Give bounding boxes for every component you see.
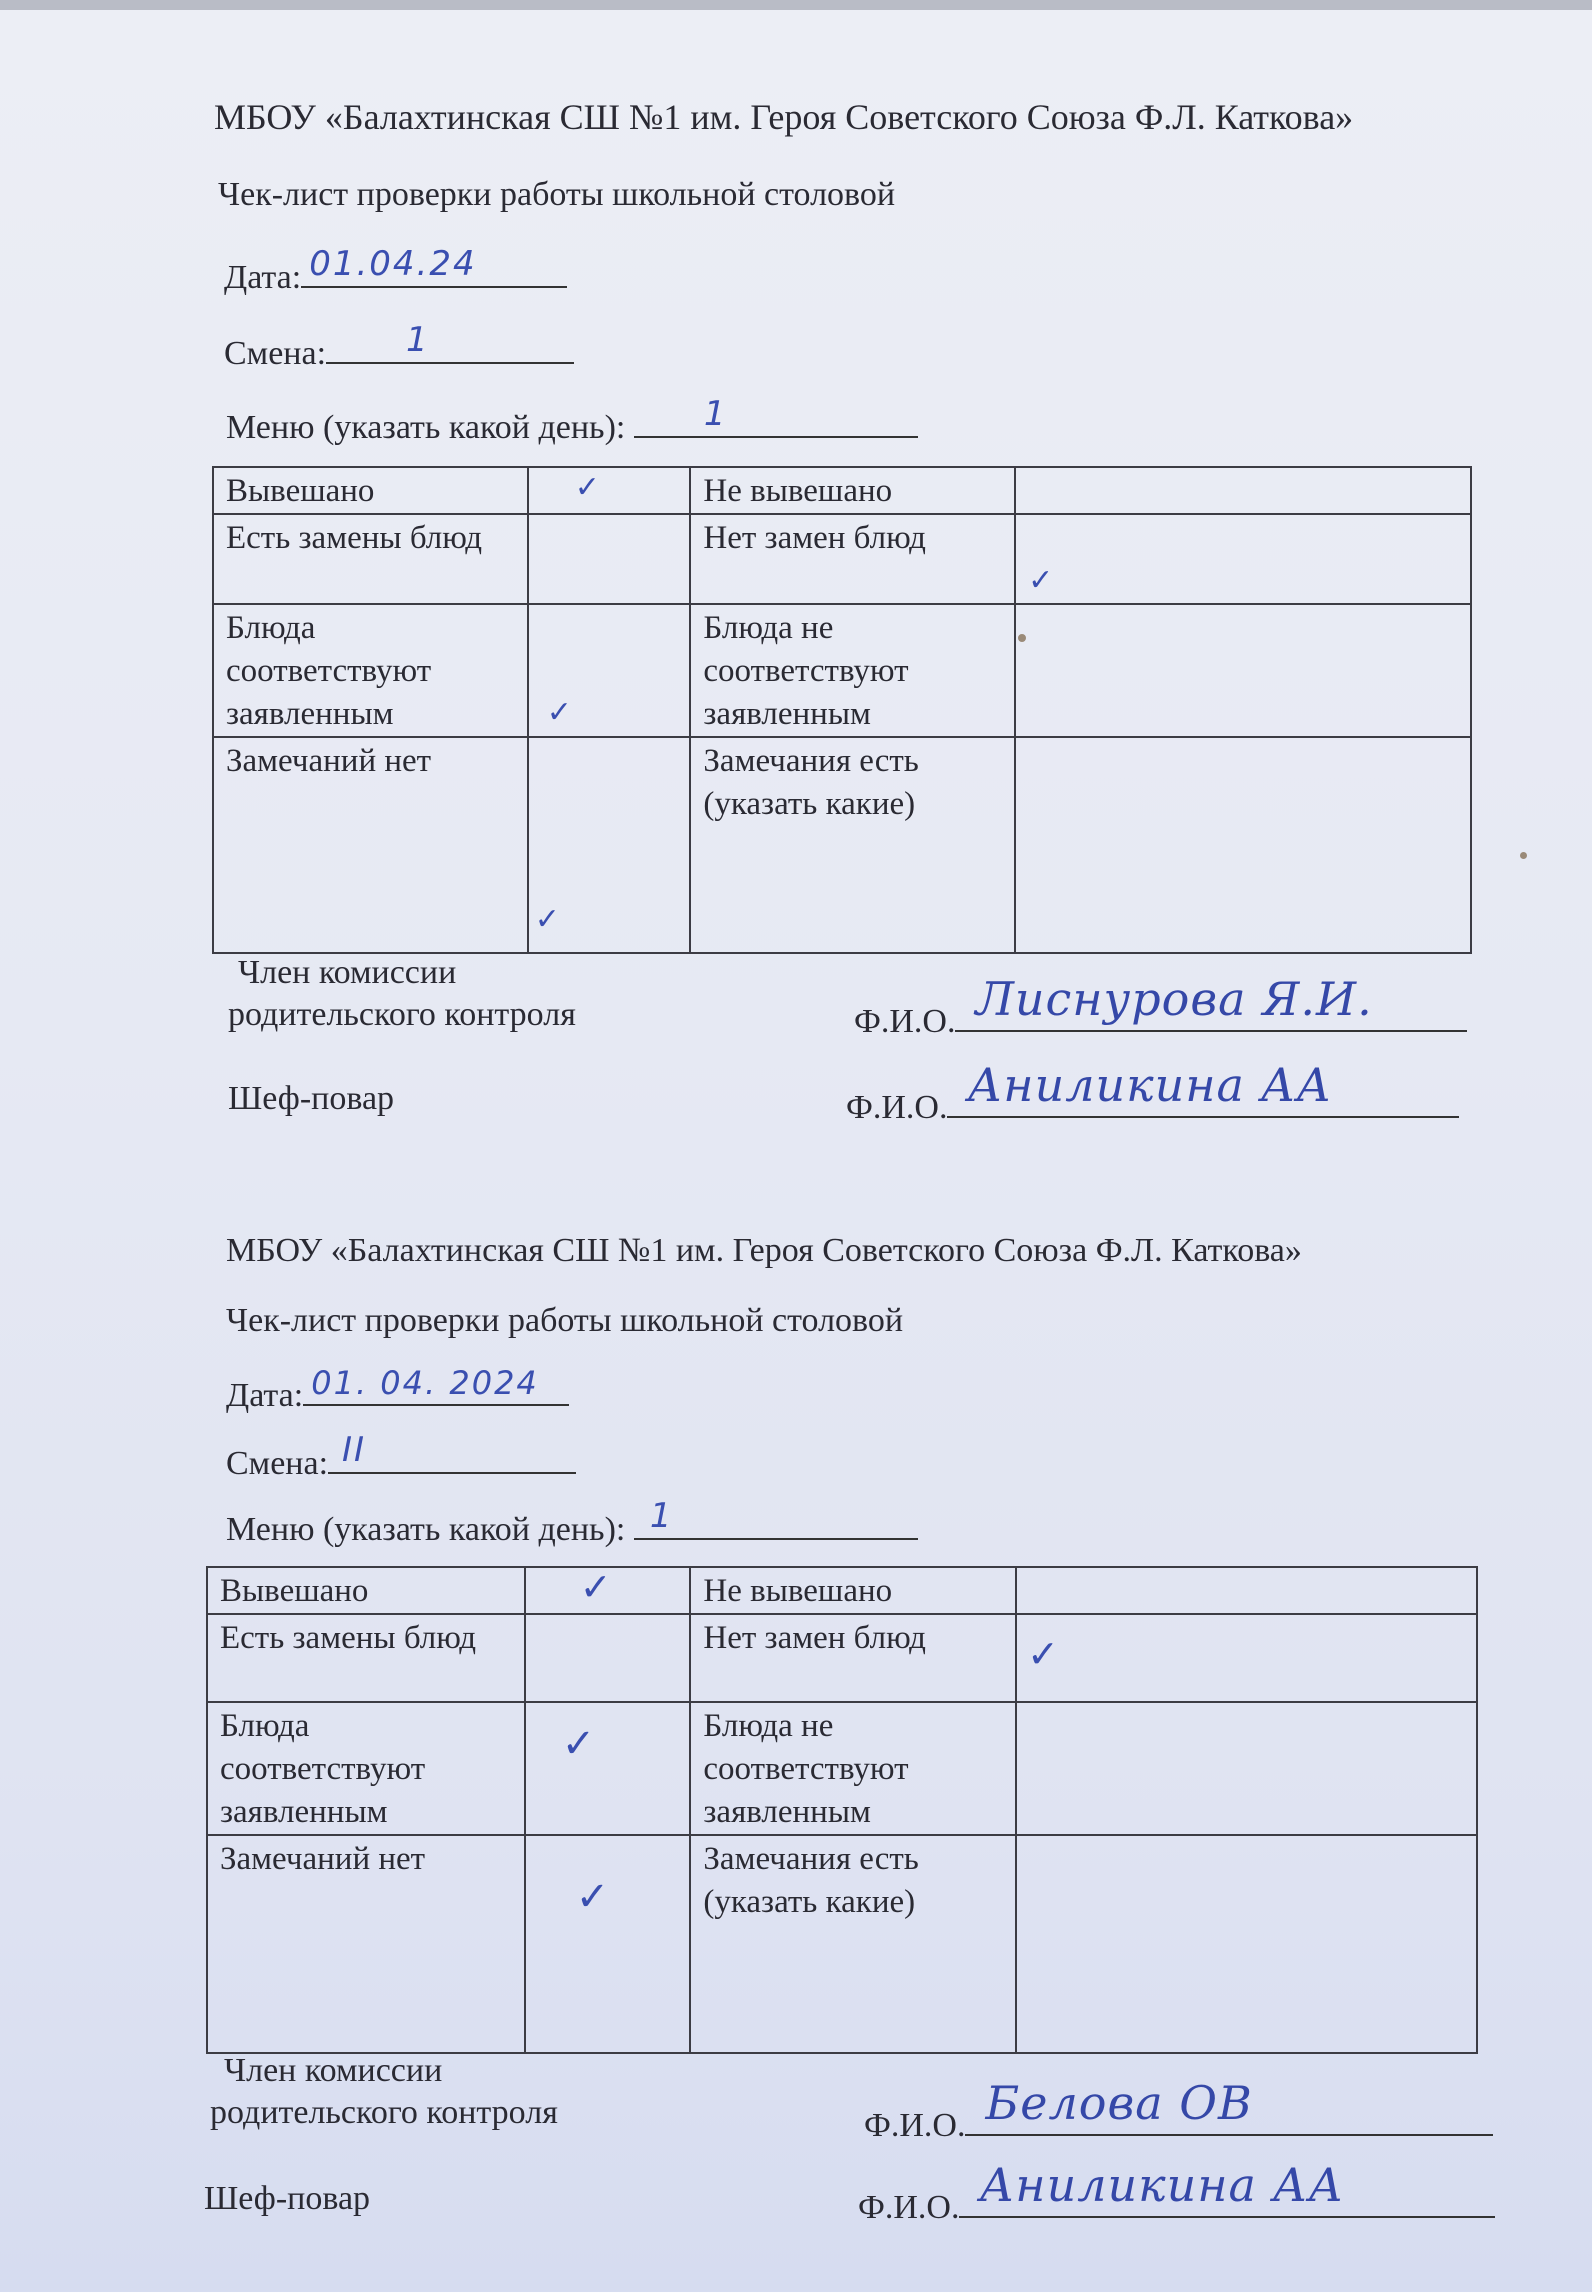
menu-row <box>226 394 918 447</box>
date-row <box>226 1364 569 1415</box>
cell-label: Замечаний нет <box>207 1835 525 2053</box>
cell-label: Замечания есть (указать какие) <box>690 737 1015 953</box>
cell-label: Не вывешано <box>690 467 1015 514</box>
cell-label: Замечаний нет <box>213 737 528 953</box>
cell-label: Есть замены блюд <box>207 1614 525 1702</box>
member-fio-row <box>864 2076 1493 2145</box>
member-label: Член комиссии родительского контроля <box>228 954 576 1033</box>
checkbox-cell[interactable] <box>1015 467 1471 514</box>
shift-row <box>224 320 574 373</box>
checkbox-cell[interactable] <box>1016 1614 1477 1702</box>
menu-label: Меню (указать какой день): <box>226 1511 626 1548</box>
checkbox-cell[interactable] <box>1016 1835 1477 2053</box>
table-row <box>207 1614 1477 1702</box>
menu-value: 1 <box>649 1496 674 1536</box>
cell-label: Вывешано <box>213 467 528 514</box>
table-row <box>213 604 1471 737</box>
date-field[interactable] <box>303 1364 569 1406</box>
cell-label: Нет замен блюд <box>690 514 1015 604</box>
shift-label: Смена: <box>224 335 327 372</box>
chef-signature-field[interactable] <box>959 2158 1495 2218</box>
cell-label: Блюда не соответствуют заявленным <box>690 604 1015 737</box>
shift-row <box>226 1430 576 1483</box>
chef-label: Шеф-повар <box>204 2180 371 2217</box>
check-mark-icon: ✓ <box>574 470 600 505</box>
cell-label: Не вывешано <box>690 1567 1016 1614</box>
checkbox-cell[interactable] <box>1016 1567 1477 1614</box>
menu-row <box>226 1496 918 1549</box>
date-label: Дата: <box>226 1377 304 1414</box>
cell-label: Блюда не соответствуют заявленным <box>690 1702 1016 1835</box>
chef-signature: Аниликина АА <box>967 1058 1333 1112</box>
menu-field[interactable] <box>634 1496 918 1540</box>
form-title: Чек-лист проверки работы школьной столовой <box>218 176 896 213</box>
shift-field[interactable] <box>326 320 574 364</box>
paper-speck <box>1018 634 1026 642</box>
fio-label: Ф.И.О. <box>864 2107 966 2144</box>
cell-label: Есть замены блюд <box>213 514 528 604</box>
table-row <box>213 514 1471 604</box>
menu-label: Меню (указать какой день): <box>226 409 626 446</box>
checklist-table <box>206 1566 1478 2054</box>
date-field[interactable] <box>301 244 567 288</box>
shift-value: II <box>342 1430 367 1470</box>
paper-top-edge <box>0 0 1592 10</box>
checklist-table <box>212 466 1472 954</box>
shift-value: 1 <box>406 320 430 360</box>
fio-label: Ф.И.О. <box>846 1089 948 1126</box>
checkbox-cell[interactable] <box>525 1702 691 1835</box>
check-mark-icon: ✓ <box>561 1721 596 1767</box>
member-fio-row <box>854 972 1467 1041</box>
cell-label: Нет замен блюд <box>690 1614 1016 1702</box>
fio-label: Ф.И.О. <box>858 2189 960 2226</box>
chef-signature: Аниликина АА <box>979 2158 1345 2212</box>
cell-label: Вывешано <box>207 1567 525 1614</box>
check-mark-icon: ✓ <box>575 1874 610 1920</box>
shift-label: Смена: <box>226 1445 329 1482</box>
shift-field[interactable] <box>328 1430 576 1474</box>
member-signature-field[interactable] <box>965 2076 1493 2136</box>
checkbox-cell[interactable] <box>528 604 691 737</box>
check-mark-icon: ✓ <box>1027 1632 1059 1676</box>
checkbox-cell[interactable] <box>525 1567 691 1614</box>
date-value: 01.04.24 <box>309 244 477 284</box>
table-row <box>207 1567 1477 1614</box>
checkbox-cell[interactable] <box>528 737 691 953</box>
chef-fio-row <box>846 1058 1459 1127</box>
chef-signature-field[interactable] <box>947 1058 1459 1118</box>
cell-label: Блюда соответствуют заявленным <box>207 1702 525 1835</box>
member-signature: Белова ОВ <box>985 2076 1253 2130</box>
check-mark-icon: ✓ <box>534 902 560 937</box>
chef-label: Шеф-повар <box>228 1080 395 1117</box>
table-row <box>207 1702 1477 1835</box>
checkbox-cell[interactable] <box>528 467 691 514</box>
checkbox-cell[interactable] <box>1015 737 1471 953</box>
check-mark-icon: ✓ <box>1028 563 1054 598</box>
menu-field[interactable] <box>634 394 918 438</box>
cell-label: Замечания есть (указать какие) <box>690 1835 1016 2053</box>
menu-value: 1 <box>703 394 728 434</box>
paper-speck <box>1520 852 1527 859</box>
fio-label: Ф.И.О. <box>854 1003 956 1040</box>
table-row <box>213 737 1471 953</box>
checkbox-cell[interactable] <box>1016 1702 1477 1835</box>
checkbox-cell[interactable] <box>1015 604 1471 737</box>
cell-label: Блюда соответствуют заявленным <box>213 604 528 737</box>
check-mark-icon: ✓ <box>546 695 572 730</box>
member-signature-field[interactable] <box>955 972 1467 1032</box>
table-row <box>207 1835 1477 2053</box>
check-mark-icon: ✓ <box>579 1565 612 1609</box>
date-value: 01. 04. 2024 <box>311 1364 539 1402</box>
checkbox-cell[interactable] <box>1015 514 1471 604</box>
checkbox-cell[interactable] <box>525 1614 691 1702</box>
school-name: МБОУ «Балахтинская СШ №1 им. Героя Советского Союза Ф.Л. Каткова» <box>226 1232 1302 1269</box>
date-row <box>224 244 567 297</box>
checkbox-cell[interactable] <box>528 514 691 604</box>
chef-fio-row <box>858 2158 1495 2227</box>
checkbox-cell[interactable] <box>525 1835 691 2053</box>
member-signature: Лиснурова Я.И. <box>975 972 1373 1026</box>
date-label: Дата: <box>224 259 302 296</box>
table-row <box>213 467 1471 514</box>
form-title: Чек-лист проверки работы школьной столовой <box>226 1302 904 1339</box>
school-name: МБОУ «Балахтинская СШ №1 им. Героя Советского Союза Ф.Л. Каткова» <box>214 97 1354 137</box>
member-label: Член комиссии родительского контроля <box>210 2052 558 2131</box>
